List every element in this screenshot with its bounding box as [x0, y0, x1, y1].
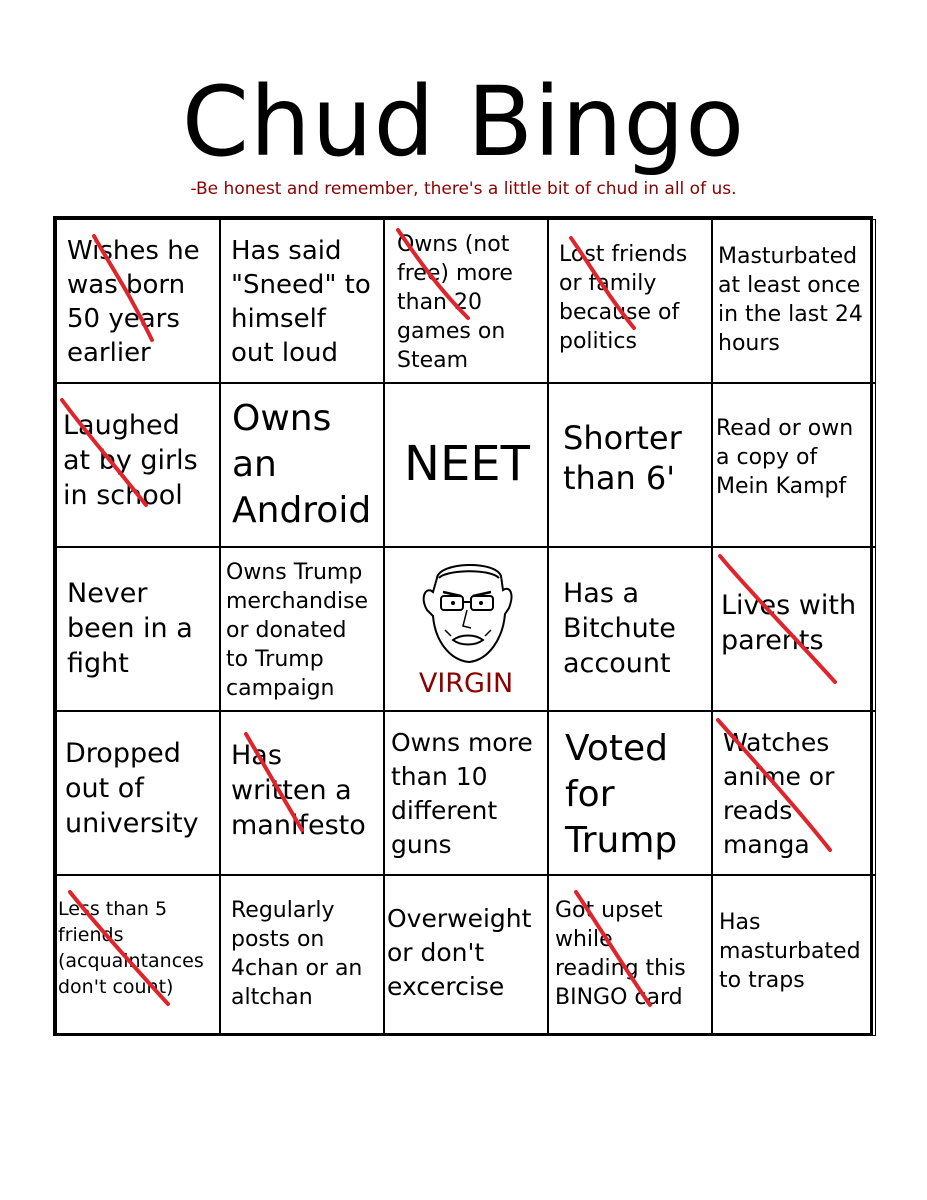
- bingo-cell-11[interactable]: [56, 547, 220, 711]
- bingo-cell-5[interactable]: [712, 219, 876, 383]
- bingo-cell-3[interactable]: [384, 219, 548, 383]
- bingo-cell-19[interactable]: [548, 711, 712, 875]
- bingo-cell-center[interactable]: [384, 547, 548, 711]
- bingo-cell-text: Has a Bitchute account: [563, 578, 676, 679]
- bingo-cell-12[interactable]: [220, 547, 384, 711]
- bingo-cell-18[interactable]: [384, 711, 548, 875]
- bingo-cell-text: Overweight or don't excercise: [387, 904, 532, 1001]
- bingo-cell-text: Watches anime or reads manga: [723, 728, 835, 859]
- bingo-cell-text: Dropped out of university: [65, 738, 199, 839]
- bingo-cell-2[interactable]: [220, 219, 384, 383]
- bingo-cell-17[interactable]: [220, 711, 384, 875]
- bingo-cell-14[interactable]: [548, 547, 712, 711]
- page-title: Chud Bingo: [181, 66, 746, 178]
- bingo-cell-text: Less than 5 friends (acquaintances don't count): [58, 898, 204, 998]
- bingo-cell-24[interactable]: [548, 875, 712, 1036]
- center-label: VIRGIN: [418, 668, 514, 699]
- bingo-cell-23[interactable]: [384, 875, 548, 1036]
- bingo-cell-text: Has written a manifesto: [231, 740, 366, 841]
- bingo-cell-text: Owns (not free) more than 20 games on Steam: [397, 232, 513, 373]
- bingo-cell-20[interactable]: [712, 711, 876, 875]
- bingo-cell-8[interactable]: [384, 383, 548, 547]
- bingo-cell-text: Has masturbated to traps: [719, 910, 861, 993]
- bingo-cell-22[interactable]: [220, 875, 384, 1036]
- bingo-cell-9[interactable]: [548, 383, 712, 547]
- bingo-cell-10[interactable]: [712, 383, 876, 547]
- bingo-cell-text: Laughed at by girls in school: [63, 410, 198, 511]
- bingo-cell-4[interactable]: [548, 219, 712, 383]
- bingo-cell-text: Voted for Trump: [565, 728, 678, 861]
- bingo-cell-text: NEET: [404, 436, 530, 492]
- bingo-cell-text: Regularly posts on 4chan or an altchan: [231, 898, 363, 1010]
- bingo-cell-text: Has said "Sneed" to himself out loud: [231, 236, 371, 368]
- bingo-cell-text: Shorter than 6': [563, 419, 682, 497]
- subtitle: -Be honest and remember, there's a little bit of chud in all of us.: [190, 179, 737, 199]
- bingo-cell-text: Lives with parents: [721, 590, 857, 656]
- bingo-cell-25[interactable]: [712, 875, 876, 1036]
- bingo-cell-16[interactable]: [56, 711, 220, 875]
- bingo-cell-text: Wishes he was born 50 years earlier: [67, 236, 200, 368]
- bingo-cell-text: Owns Trump merchandise or donated to Trump campaign: [226, 560, 369, 701]
- bingo-cell-7[interactable]: [220, 383, 384, 547]
- bingo-cell-text: Got upset while reading this BINGO card: [555, 898, 686, 1010]
- bingo-cell-1[interactable]: [56, 219, 220, 383]
- bingo-cell-text: Owns an Android: [232, 398, 372, 531]
- bingo-cell-text: Owns more than 10 different guns: [391, 728, 533, 859]
- bingo-cell-text: Read or own a copy of Mein Kampf: [716, 416, 854, 499]
- bingo-cell-15[interactable]: [712, 547, 876, 711]
- bingo-cell-text: Lost friends or family because of politics: [559, 242, 688, 354]
- bingo-cell-text: Masturbated at least once in the last 24 hours: [718, 244, 863, 356]
- bingo-cell-text: Never been in a fight: [67, 578, 193, 679]
- bingo-grid: [53, 216, 873, 1036]
- virgin-face-icon: [405, 556, 529, 668]
- bingo-cell-21[interactable]: [56, 875, 220, 1036]
- bingo-cell-6[interactable]: [56, 383, 220, 547]
